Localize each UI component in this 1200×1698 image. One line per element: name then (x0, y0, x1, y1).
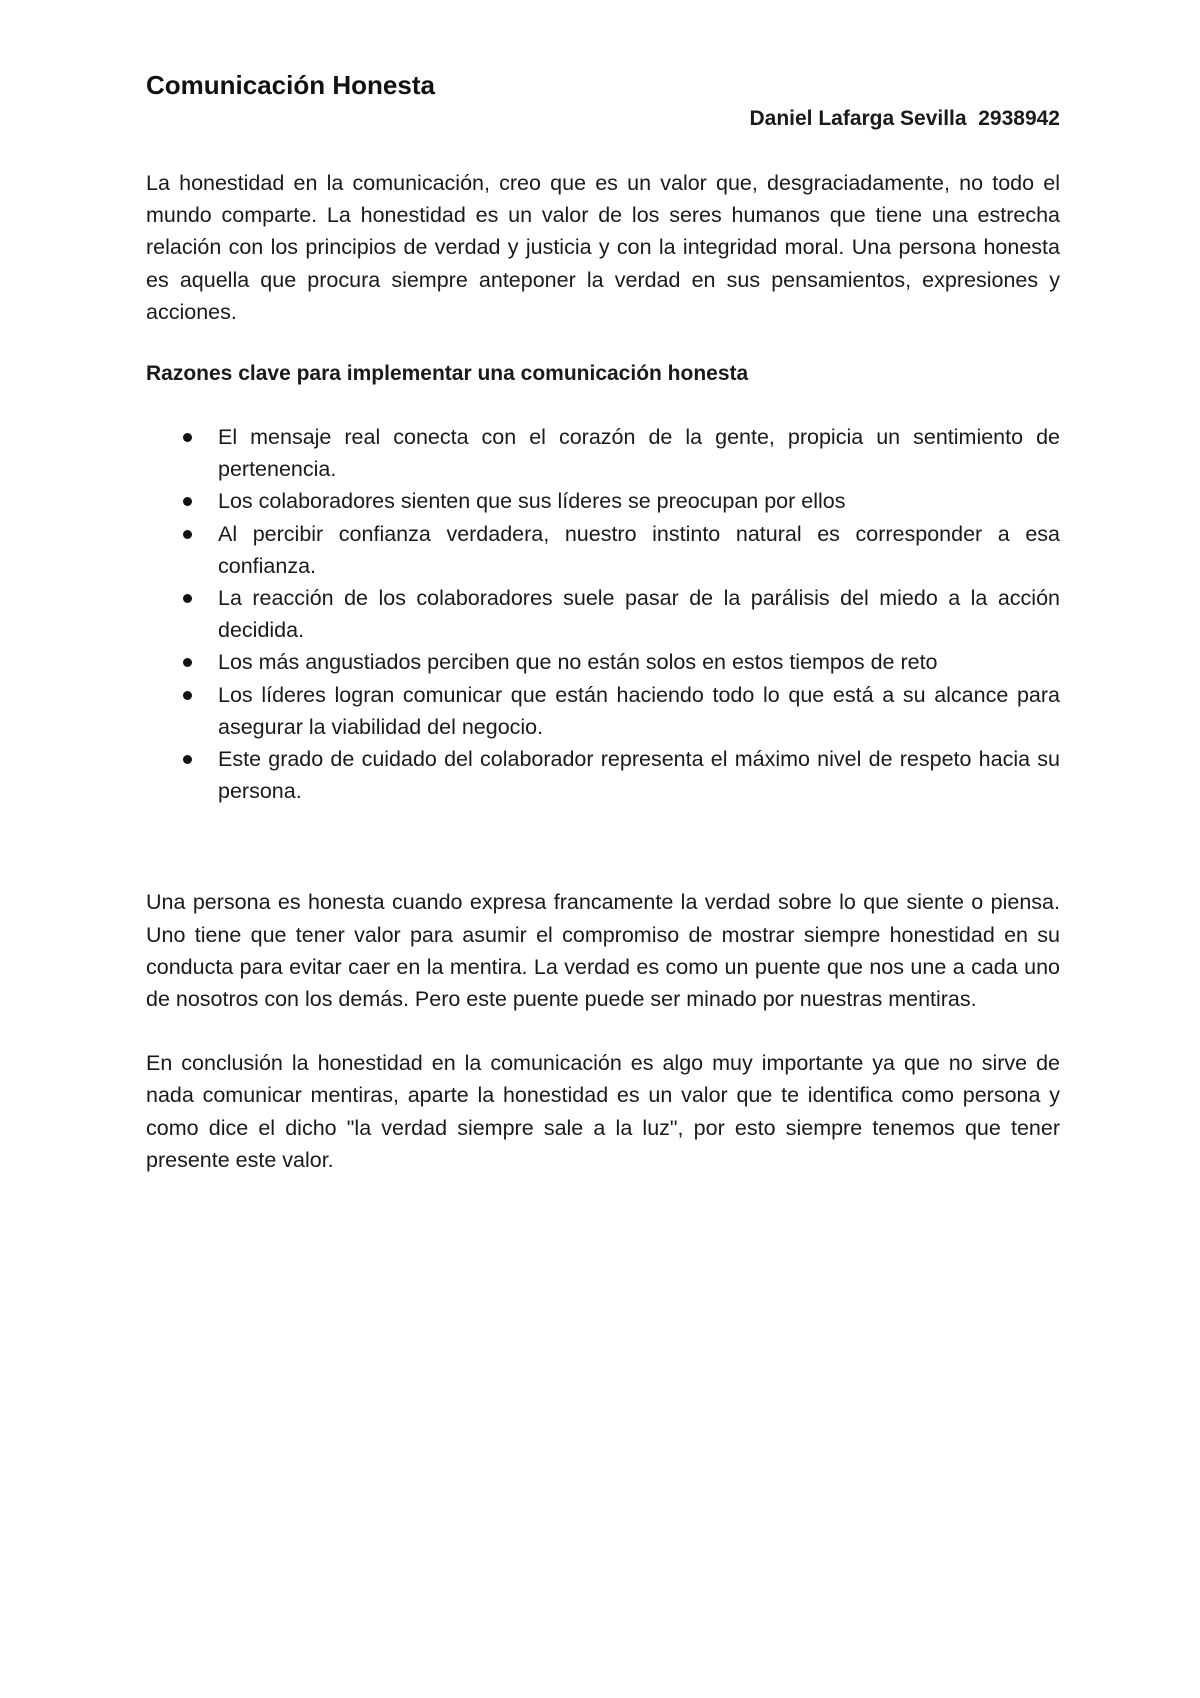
list-item-text: El mensaje real conecta con el corazón de la gente, propicia un sentimiento de pertenencia. (218, 425, 1060, 482)
list-item-text: Este grado de cuidado del colaborador representa el máximo nivel de respeto hacia su persona. (218, 747, 1060, 804)
body-paragraph: Una persona es honesta cuando expresa francamente la verdad sobre lo que siente o piensa. Uno tiene que tener valor para asumir el compromiso de mostrar siempre honestidad en su conducta para evitar caer en la mentira. La verdad es como un puente que nos une a cada uno de nosotros con los demás. Pero este puente puede ser minado por nuestras mentiras. (146, 890, 1060, 1012)
bullet-icon (183, 691, 192, 700)
bullet-icon (183, 658, 192, 667)
section-heading: Razones clave para implementar una comunicación honesta (146, 362, 749, 386)
list-item-text: Los más angustiados perciben que no están solos en estos tiempos de reto (218, 650, 938, 675)
list-item (218, 421, 1060, 485)
list-item (218, 646, 1060, 678)
list-item-text: Los líderes logran comunicar que están haciendo todo lo que está a su alcance para asegurar la viabilidad del negocio. (218, 682, 1060, 739)
bullet-icon (183, 497, 192, 506)
list-item (218, 485, 1060, 517)
bullet-icon (183, 433, 192, 442)
list-item-text: La reacción de los colaboradores suele pasar de la parálisis del miedo a la acción decidida. (218, 586, 1060, 643)
author-line: Daniel Lafarga Sevilla 2938942 (749, 107, 1060, 130)
document-title: Comunicación Honesta (146, 70, 435, 100)
list-item (218, 582, 1060, 646)
list-item-text: Los colaboradores sienten que sus líderes se preocupan por ellos (218, 489, 846, 514)
list-item (218, 743, 1060, 807)
list-item (218, 679, 1060, 743)
bullet-icon (183, 594, 192, 603)
intro-paragraph: La honestidad en la comunicación, creo que es un valor que, desgraciadamente, no todo el mundo comparte. La honestidad es un valor de los seres humanos que tiene una estrecha relación con los principios de verdad y justicia y con la integridad moral. Una persona honesta es aquella que procura siempre anteponer la verdad en sus pensamientos, expresiones y acciones. (146, 171, 1060, 324)
conclusion-paragraph: En conclusión la honestidad en la comunicación es algo muy importante ya que no sirve de nada comunicar mentiras, aparte la honestidad es un valor que te identifica como persona y como dice el dicho "la verdad siempre sale a la luz", por esto siempre tenemos que tener presente este valor. (146, 1051, 1060, 1172)
bullet-icon (183, 755, 192, 764)
reasons-list (146, 421, 1060, 807)
document-page (146, 68, 1060, 1176)
list-item (218, 518, 1060, 582)
bullet-icon (183, 530, 192, 539)
list-item-text: Al percibir confianza verdadera, nuestro instinto natural es corresponder a esa confianza. (218, 521, 1060, 578)
